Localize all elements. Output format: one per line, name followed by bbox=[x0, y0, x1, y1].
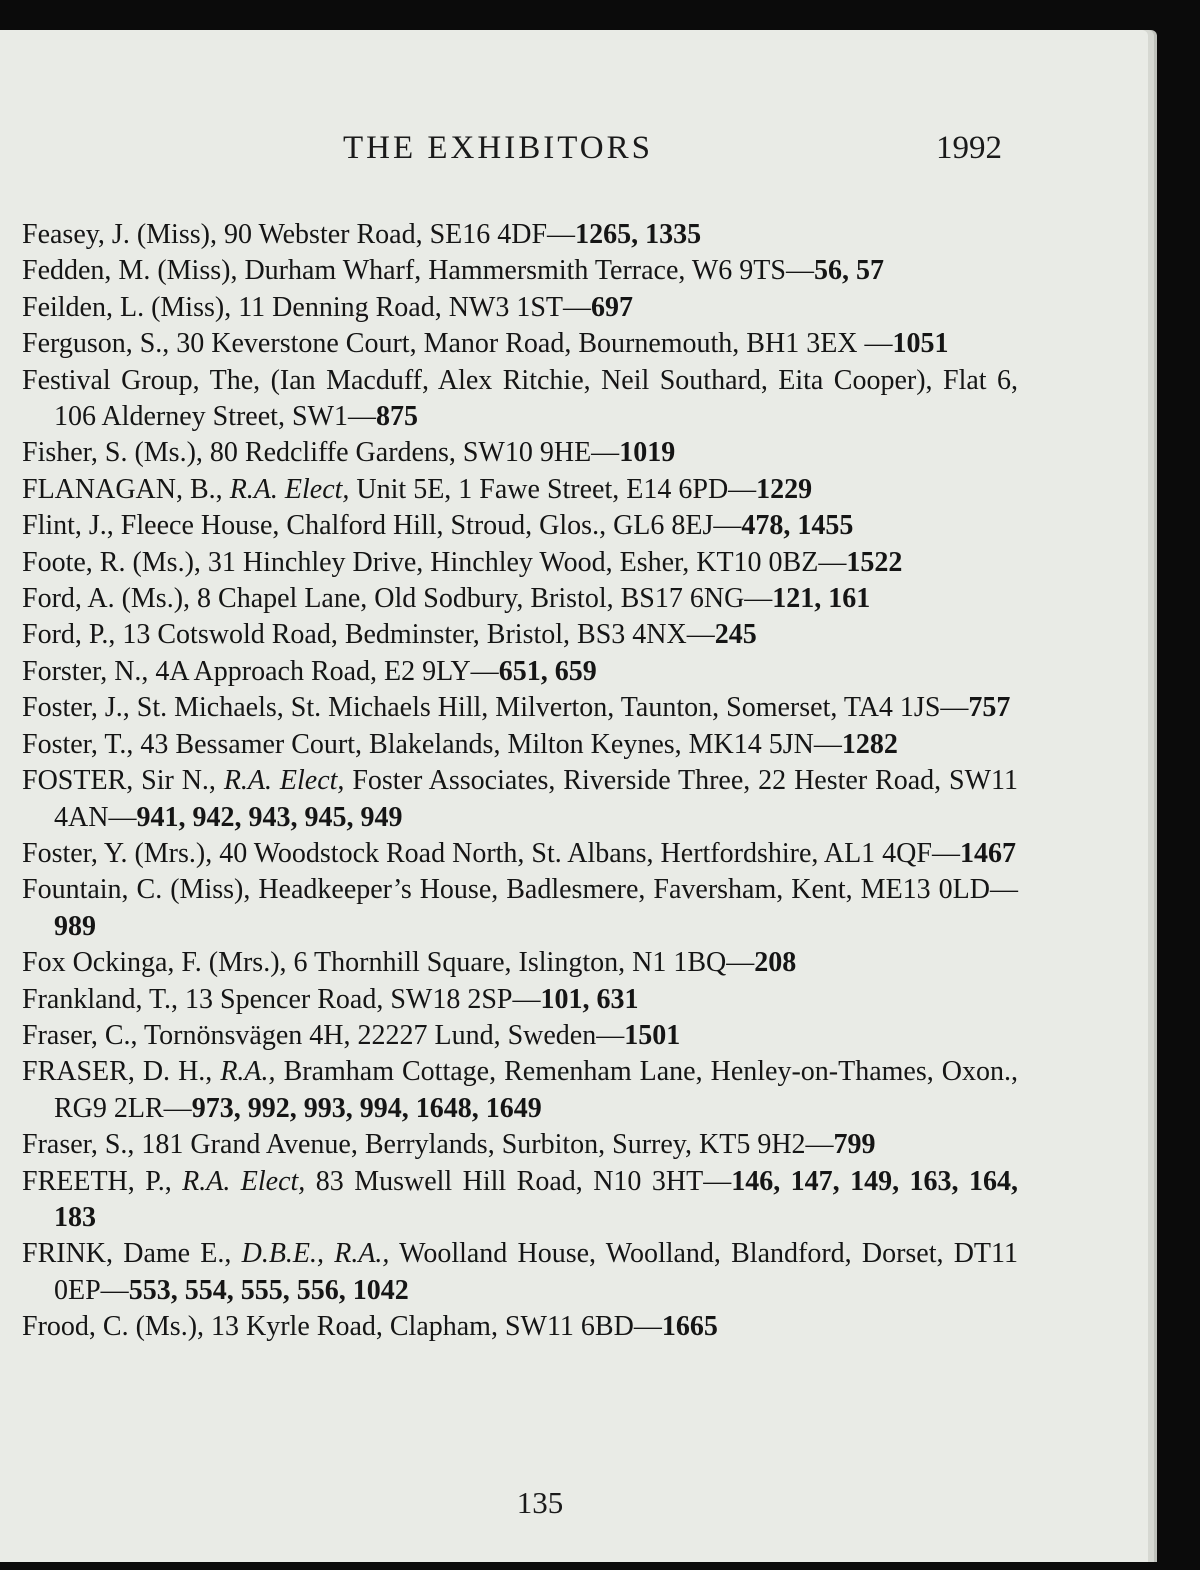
entry-work-numbers: 1051 bbox=[892, 328, 949, 360]
header-year: 1992 bbox=[936, 130, 1002, 166]
entry-work-numbers: 553, 554, 555, 556, 1042 bbox=[128, 1274, 409, 1306]
entry-academy-title: R.A. Elect, bbox=[182, 1165, 306, 1197]
entry-name-address: Fedden, M. (Miss), Durham Wharf, Hammersmith Terrace, W6 9TS— bbox=[22, 255, 814, 287]
entry-work-numbers: 121, 161 bbox=[772, 583, 871, 615]
exhibitor-entry bbox=[22, 654, 1018, 690]
entry-name-address: Foster, J., St. Michaels, St. Michaels Hill, Milverton, Taunton, Somerset, TA4 1JS— bbox=[22, 692, 969, 724]
entry-name-address: Frankland, T., 13 Spencer Road, SW18 2SP— bbox=[22, 983, 541, 1015]
entry-address: Woolland House, Woolland, Blandford, Dorset, DT11 0EP— bbox=[54, 1238, 1018, 1306]
entry-work-numbers: 245 bbox=[714, 619, 757, 651]
entry-name-address: FREETH, P., bbox=[22, 1165, 183, 1197]
entry-work-numbers: 146, 147, 149, 163, 164, 183 bbox=[54, 1165, 1018, 1233]
entry-name-address: Fountain, C. (Miss), Headkeeper’s House, Badlesmere, Faversham, Kent, ME13 0LD— bbox=[22, 874, 1018, 906]
entry-name-address: Festival Group, The, (Ian Macduff, Alex Ritchie, Neil Southard, Eita Cooper), Flat 6, 106 Alderney Street, SW1— bbox=[22, 364, 1018, 433]
entry-work-numbers: 941, 942, 943, 945, 949 bbox=[136, 801, 403, 833]
exhibitor-entry bbox=[22, 836, 1018, 872]
entry-work-numbers: 208 bbox=[754, 947, 797, 979]
page-number: 135 bbox=[516, 1485, 564, 1520]
entry-name-address: Ford, P., 13 Cotswold Road, Bedminster, Bristol, BS3 4NX— bbox=[22, 619, 715, 651]
running-header bbox=[0, 130, 1148, 170]
entry-address: Unit 5E, 1 Fawe Street, E14 6PD— bbox=[349, 473, 757, 505]
entry-address: Foster Associates, Riverside Three, 22 Hester Road, SW11 4AN— bbox=[54, 765, 1018, 833]
entry-work-numbers: 1665 bbox=[661, 1311, 718, 1343]
entry-work-numbers: 1522 bbox=[846, 546, 903, 578]
exhibitor-entry bbox=[22, 581, 1018, 617]
exhibitor-entry bbox=[22, 1127, 1018, 1163]
exhibitor-entry bbox=[22, 290, 1018, 326]
entry-name-address: FRINK, Dame E., bbox=[22, 1238, 242, 1270]
exhibitor-entry bbox=[22, 253, 1018, 289]
exhibitor-entry bbox=[22, 326, 1018, 362]
entry-name-address: Foote, R. (Ms.), 31 Hinchley Drive, Hinchley Wood, Esher, KT10 0BZ— bbox=[22, 546, 847, 578]
entry-work-numbers: 697 bbox=[591, 291, 634, 323]
entry-name-address: Foster, Y. (Mrs.), 40 Woodstock Road North, St. Albans, Hertfordshire, AL1 4QF— bbox=[22, 837, 960, 869]
exhibitor-entry bbox=[22, 982, 1018, 1018]
entry-academy-title: D.B.E., R.A., bbox=[241, 1238, 390, 1270]
entry-work-numbers: 101, 631 bbox=[540, 983, 639, 1015]
exhibitor-entry bbox=[22, 472, 1018, 508]
entry-name-address: Fraser, C., Tornönsvägen 4H, 22227 Lund, Sweden— bbox=[22, 1019, 625, 1051]
exhibitor-entry bbox=[22, 945, 1018, 981]
entry-work-numbers: 989 bbox=[54, 910, 96, 942]
exhibitor-entry bbox=[22, 1164, 1018, 1237]
exhibitor-entry bbox=[22, 1236, 1018, 1309]
exhibitor-entry bbox=[22, 217, 1018, 253]
entry-address: Bramham Cottage, Remenham Lane, Henley-on-Thames, Oxon., RG9 2LR— bbox=[54, 1056, 1019, 1124]
entry-work-numbers: 56, 57 bbox=[813, 255, 884, 287]
exhibitor-entry bbox=[22, 435, 1018, 471]
entry-work-numbers: 1501 bbox=[624, 1019, 681, 1051]
exhibitor-entry bbox=[22, 727, 1018, 763]
entry-name-address: FOSTER, Sir N., bbox=[22, 765, 224, 797]
header-title: THE EXHIBITORS bbox=[343, 130, 653, 166]
entry-address: 83 Muswell Hill Road, N10 3HT— bbox=[305, 1165, 732, 1197]
entry-work-numbers: 1229 bbox=[756, 473, 813, 505]
entry-name-address: Feilden, L. (Miss), 11 Denning Road, NW3 1ST— bbox=[22, 291, 592, 323]
entry-work-numbers: 1467 bbox=[959, 837, 1016, 869]
exhibitor-entry bbox=[22, 690, 1018, 726]
entry-academy-title: R.A. Elect, bbox=[229, 473, 350, 505]
entry-work-numbers: 478, 1455 bbox=[741, 510, 854, 542]
exhibitor-entry bbox=[22, 545, 1018, 581]
exhibitor-entry bbox=[22, 508, 1018, 544]
entry-name-address: Fisher, S. (Ms.), 80 Redcliffe Gardens, SW10 9HE— bbox=[22, 437, 620, 469]
exhibitor-entry bbox=[22, 872, 1018, 945]
exhibitor-list bbox=[22, 217, 1018, 1346]
entry-name-address: Flint, J., Fleece House, Chalford Hill, Stroud, Glos., GL6 8EJ— bbox=[22, 510, 742, 542]
entry-name-address: Fraser, S., 181 Grand Avenue, Berrylands, Surbiton, Surrey, KT5 9H2— bbox=[22, 1129, 834, 1161]
exhibitor-entry bbox=[22, 763, 1018, 836]
entry-name-address: Forster, N., 4A Approach Road, E2 9LY— bbox=[22, 655, 499, 687]
entry-name-address: Fox Ockinga, F. (Mrs.), 6 Thornhill Square, Islington, N1 1BQ— bbox=[22, 947, 755, 979]
entry-work-numbers: 973, 992, 993, 994, 1648, 1649 bbox=[191, 1092, 542, 1124]
entry-work-numbers: 875 bbox=[375, 401, 418, 433]
exhibitor-entry bbox=[22, 617, 1018, 653]
exhibitor-entry bbox=[22, 363, 1018, 436]
entry-name-address: Ferguson, S., 30 Keverstone Court, Manor Road, Bournemouth, BH1 3EX — bbox=[22, 328, 893, 360]
entry-work-numbers: 1282 bbox=[841, 728, 898, 760]
exhibitor-entry bbox=[22, 1018, 1018, 1054]
entry-work-numbers: 651, 659 bbox=[498, 655, 597, 687]
entry-work-numbers: 757 bbox=[968, 692, 1011, 724]
entry-academy-title: R.A. Elect, bbox=[223, 765, 345, 797]
entry-work-numbers: 799 bbox=[833, 1129, 876, 1161]
entry-name-address: FRASER, D. H., bbox=[22, 1056, 221, 1088]
entry-name-address: Feasey, J. (Miss), 90 Webster Road, SE16 4DF— bbox=[22, 219, 576, 250]
entry-name-address: FLANAGAN, B., bbox=[22, 473, 230, 505]
entry-name-address: Foster, T., 43 Bessamer Court, Blakelands, Milton Keynes, MK14 5JN— bbox=[22, 728, 842, 760]
book-page bbox=[0, 30, 1148, 1562]
entry-work-numbers: 1019 bbox=[619, 437, 676, 469]
entry-academy-title: R.A., bbox=[220, 1056, 276, 1088]
exhibitor-entry bbox=[22, 1309, 1018, 1345]
entry-name-address: Ford, A. (Ms.), 8 Chapel Lane, Old Sodbury, Bristol, BS17 6NG— bbox=[22, 583, 773, 615]
exhibitor-entry bbox=[22, 1054, 1018, 1127]
entry-name-address: Frood, C. (Ms.), 13 Kyrle Road, Clapham, SW11 6BD— bbox=[22, 1311, 662, 1343]
entry-work-numbers: 1265, 1335 bbox=[575, 219, 702, 250]
